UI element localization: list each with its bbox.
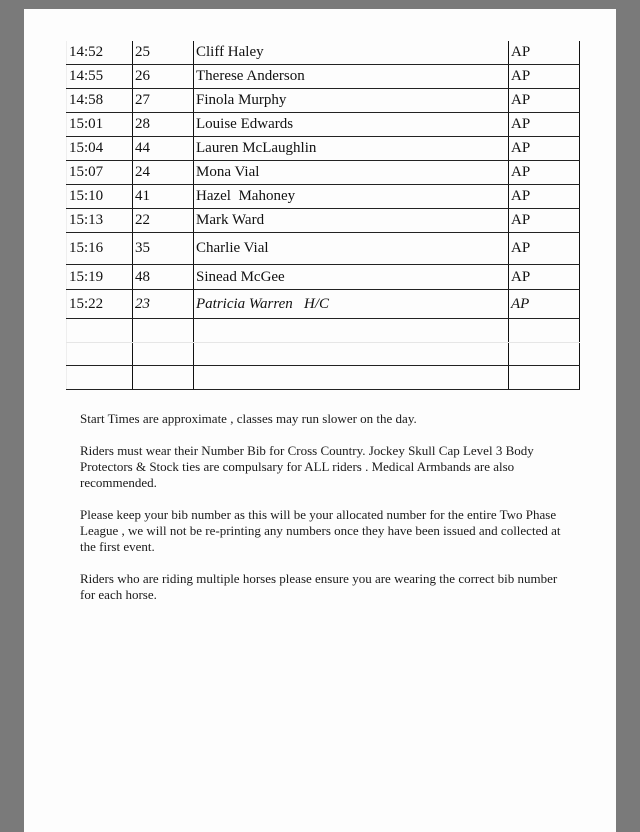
- table-row: [66, 265, 580, 290]
- number-cell: 44: [132, 137, 193, 160]
- empty-cell: [193, 319, 508, 342]
- empty-cell: [66, 319, 132, 342]
- note-multiple-horses: Riders who are riding multiple horses please ensure you are wearing the correct bib number for each horse.: [80, 571, 558, 602]
- class-cell: AP: [508, 65, 580, 88]
- number-cell: 27: [132, 89, 193, 112]
- note-start-times: Start Times are approximate , classes may run slower on the day.: [80, 411, 417, 426]
- note-bib-numbers: Please keep your bib number as this will be your allocated number for the entire Two Phase League , we will not be re-printing any numbers once they have been issued and collected at the first event.: [80, 507, 561, 554]
- empty-cell: [66, 366, 132, 389]
- number-cell: 35: [132, 233, 193, 264]
- table-row: [66, 290, 580, 319]
- time-cell: 15:10: [66, 185, 132, 208]
- table-row: [66, 137, 580, 161]
- table-row: [66, 185, 580, 209]
- time-cell: 15:13: [66, 209, 132, 232]
- table-row: [66, 65, 580, 89]
- time-cell: 15:16: [66, 233, 132, 264]
- time-cell: 15:01: [66, 113, 132, 136]
- class-cell: AP: [508, 233, 580, 264]
- number-cell: 26: [132, 65, 193, 88]
- class-cell: AP: [508, 265, 580, 289]
- table-row: [66, 209, 580, 233]
- number-cell: 48: [132, 265, 193, 289]
- document-page: [24, 9, 616, 832]
- rider-name-cell: Lauren McLaughlin: [193, 137, 508, 160]
- rider-name-cell: Louise Edwards: [193, 113, 508, 136]
- time-cell: 14:58: [66, 89, 132, 112]
- rider-name-cell: Charlie Vial: [193, 233, 508, 264]
- number-cell: 25: [132, 41, 193, 64]
- empty-table-row: [66, 343, 580, 366]
- number-cell: 28: [132, 113, 193, 136]
- notes-section: [80, 411, 570, 619]
- class-cell: AP: [508, 137, 580, 160]
- number-cell: 23: [132, 290, 193, 318]
- empty-cell: [132, 319, 193, 342]
- rider-name-cell: Finola Murphy: [193, 89, 508, 112]
- rider-name-cell: Cliff Haley: [193, 41, 508, 64]
- table-row: [66, 89, 580, 113]
- class-cell: AP: [508, 209, 580, 232]
- class-cell: AP: [508, 41, 580, 64]
- empty-cell: [66, 343, 132, 365]
- empty-cell: [508, 319, 580, 342]
- table-row: [66, 161, 580, 185]
- time-cell: 14:55: [66, 65, 132, 88]
- empty-cell: [508, 366, 580, 389]
- rider-name-cell: Mona Vial: [193, 161, 508, 184]
- note-safety-equipment: Riders must wear their Number Bib for Cross Country. Jockey Skull Cap Level 3 Body Protectors & Stock ties are compulsary for ALL riders . Medical Armbands are also recommended.: [80, 443, 534, 490]
- rider-name-cell: Mark Ward: [193, 209, 508, 232]
- empty-cell: [132, 366, 193, 389]
- table-row: [66, 233, 580, 265]
- time-cell: 15:07: [66, 161, 132, 184]
- rider-name-cell: Hazel Mahoney: [193, 185, 508, 208]
- number-cell: 24: [132, 161, 193, 184]
- class-cell: AP: [508, 290, 580, 318]
- class-cell: AP: [508, 185, 580, 208]
- empty-cell: [132, 343, 193, 365]
- time-cell: 15:22: [66, 290, 132, 318]
- empty-table-row: [66, 366, 580, 390]
- time-cell: 15:19: [66, 265, 132, 289]
- empty-cell: [193, 343, 508, 365]
- table-row: [66, 113, 580, 137]
- empty-cell: [508, 343, 580, 365]
- rider-name-cell: Patricia Warren H/C: [193, 290, 508, 318]
- rider-name-cell: Therese Anderson: [193, 65, 508, 88]
- class-cell: AP: [508, 89, 580, 112]
- time-cell: 15:04: [66, 137, 132, 160]
- rider-name-cell: Sinead McGee: [193, 265, 508, 289]
- number-cell: 41: [132, 185, 193, 208]
- number-cell: 22: [132, 209, 193, 232]
- class-cell: AP: [508, 161, 580, 184]
- start-times-table: [66, 41, 580, 390]
- class-cell: AP: [508, 113, 580, 136]
- empty-cell: [193, 366, 508, 389]
- empty-table-row: [66, 319, 580, 343]
- time-cell: 14:52: [66, 41, 132, 64]
- table-row: [66, 41, 580, 65]
